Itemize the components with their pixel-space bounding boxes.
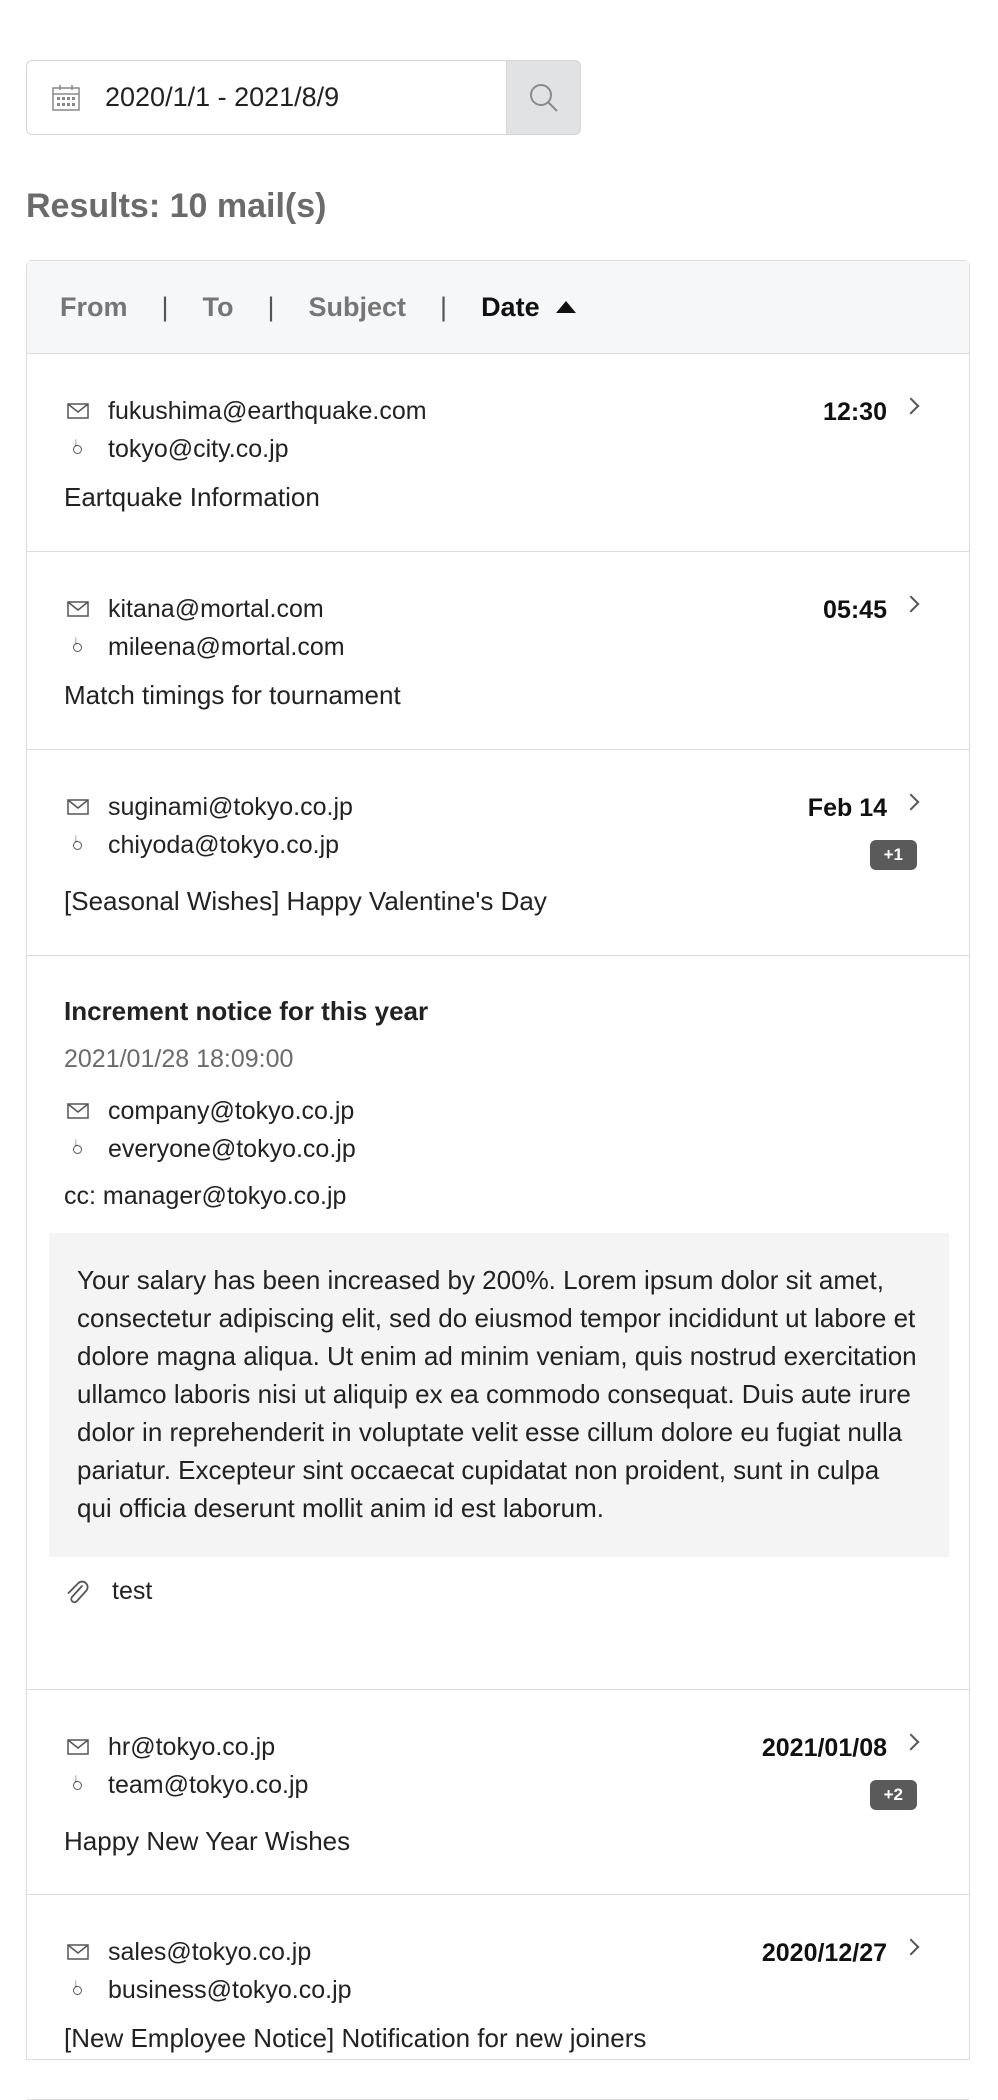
search-button[interactable] [506, 60, 581, 135]
sort-separator: | [440, 291, 448, 322]
mail-to: tokyo@city.co.jp [108, 434, 289, 463]
recipient-icon [73, 1781, 82, 1790]
mail-to: team@tokyo.co.jp [108, 1770, 309, 1799]
sort-subject[interactable]: Subject [308, 291, 407, 322]
mail-from: fukushima@earthquake.com [108, 396, 427, 425]
mail-to-row [64, 430, 969, 468]
mail-row[interactable] [27, 750, 969, 956]
search-icon [528, 82, 560, 114]
mail-to: mileena@mortal.com [108, 632, 345, 661]
mail-to-row [64, 1130, 969, 1168]
recipient-icon [73, 1145, 82, 1154]
sort-ascending-icon [556, 301, 576, 313]
envelope-icon [67, 1103, 89, 1119]
mail-from: sales@tokyo.co.jp [108, 1937, 312, 1966]
mail-subject: [Seasonal Wishes] Happy Valentine's Day [64, 886, 547, 916]
mail-subject: Eartquake Information [64, 482, 320, 512]
sort-date[interactable] [481, 292, 576, 323]
mail-date: 2020/12/27 [761, 1939, 887, 1967]
envelope-icon [67, 601, 89, 617]
mail-row[interactable] [27, 1895, 969, 2100]
mail-date: 12:30 [823, 398, 887, 426]
calendar-icon [51, 84, 81, 112]
mail-date: 2021/01/08 [761, 1734, 887, 1762]
mail-from: hr@tokyo.co.jp [108, 1732, 276, 1761]
recipient-icon [73, 841, 82, 850]
mail-cc: cc: manager@tokyo.co.jp [64, 1182, 347, 1210]
mail-date: Feb 14 [807, 794, 887, 822]
mail-from: kitana@mortal.com [108, 594, 324, 623]
envelope-icon [67, 1739, 89, 1755]
mail-to: business@tokyo.co.jp [108, 1975, 352, 2004]
mail-to-row [64, 1971, 969, 2009]
mail-detail [27, 956, 969, 1690]
mail-subject: Happy New Year Wishes [64, 1826, 351, 1856]
date-range-input[interactable] [26, 60, 506, 135]
mail-subject: [New Employee Notice] Notification for new joiners [64, 2023, 647, 2053]
sort-separator: | [267, 291, 275, 322]
recipient-icon [73, 643, 82, 652]
mail-detail-timestamp: 2021/01/28 18:09:00 [64, 1045, 294, 1073]
mail-row[interactable] [27, 354, 969, 552]
mail-to: everyone@tokyo.co.jp [108, 1134, 356, 1163]
mail-row[interactable] [27, 552, 969, 750]
thread-count-badge: +2 [870, 1780, 917, 1810]
date-range-value: 2020/1/1 - 2021/8/9 [105, 82, 340, 112]
envelope-icon [67, 799, 89, 815]
mail-to-row [64, 628, 969, 666]
sort-header [27, 261, 969, 354]
mail-from: company@tokyo.co.jp [108, 1096, 355, 1125]
attachment-name: test [112, 1577, 153, 1605]
mail-to: chiyoda@tokyo.co.jp [108, 830, 340, 859]
sort-separator: | [161, 291, 169, 322]
mail-from: suginami@tokyo.co.jp [108, 792, 353, 821]
mail-to-row [64, 1766, 969, 1804]
recipient-icon [73, 1986, 82, 1995]
mail-body: Your salary has been increased by 200%. Lorem ipsum dolor sit amet, consectetur adipiscing elit, sed do eiusmod tempor incididunt ut labore et dolore magna aliqua. Ut enim ad minim veniam, quis nostrud exercitation ullamco laboris nisi ut aliquip ex ea commodo consequat. Duis aute irure dolor in reprehenderit in voluptate velit esse cillum dolore eu fugiat nulla pariatur. Excepteur sint occaecat cupidatat non proident, sunt in culpa qui officia deserunt mollit anim id est laborum. [49, 1233, 949, 1557]
mail-date: 05:45 [823, 596, 887, 624]
paperclip-icon [64, 1578, 90, 1606]
sort-from[interactable]: From [60, 291, 128, 322]
results-count: Results: 10 mail(s) [26, 187, 327, 225]
envelope-icon [67, 403, 89, 419]
mail-from-row [64, 1092, 969, 1130]
thread-count-badge: +1 [870, 840, 917, 870]
mail-to-row [64, 826, 969, 864]
sort-to[interactable]: To [202, 291, 234, 322]
mail-list [26, 260, 970, 2060]
mail-detail-title: Increment notice for this year [64, 996, 429, 1026]
attachment[interactable] [64, 1577, 969, 1606]
recipient-icon [73, 445, 82, 454]
mail-row[interactable] [27, 1690, 969, 1895]
envelope-icon [67, 1944, 89, 1960]
sort-date-label: Date [481, 291, 540, 322]
mail-subject: Match timings for tournament [64, 680, 401, 710]
date-range-search [26, 60, 581, 135]
